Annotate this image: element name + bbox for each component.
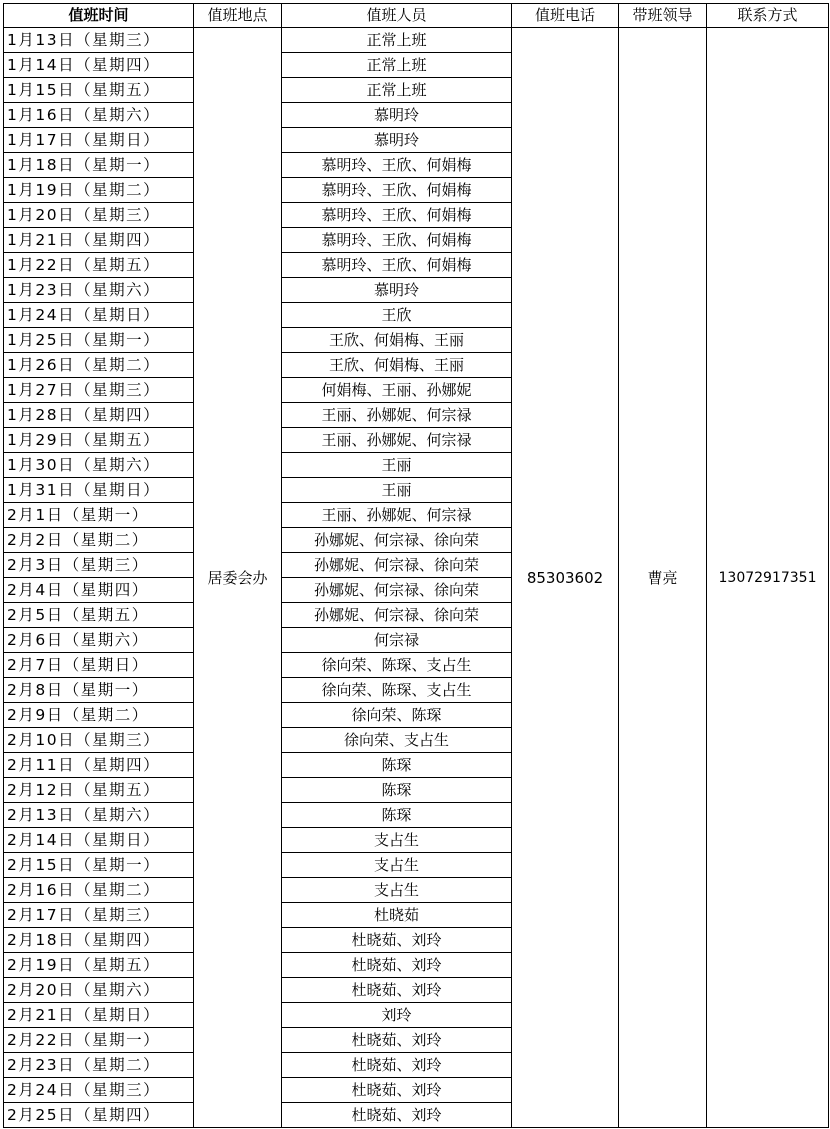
duty-date-cell: 2月16日（星期二）: [4, 878, 194, 903]
duty-date-cell: 1月26日（星期二）: [4, 353, 194, 378]
duty-date-cell: 2月20日（星期六）: [4, 978, 194, 1003]
duty-staff-cell: 陈琛: [282, 753, 512, 778]
duty-staff-cell: 支占生: [282, 828, 512, 853]
duty-date-cell: 2月24日（星期三）: [4, 1078, 194, 1103]
duty-staff-cell: 慕明玲: [282, 128, 512, 153]
duty-date-cell: 1月30日（星期六）: [4, 453, 194, 478]
duty-staff-cell: 孙娜妮、何宗禄、徐向荣: [282, 603, 512, 628]
duty-staff-cell: 正常上班: [282, 78, 512, 103]
duty-phone-cell: 85303602: [512, 28, 619, 1128]
duty-staff-cell: 支占生: [282, 853, 512, 878]
duty-staff-cell: 王丽、孙娜妮、何宗禄: [282, 403, 512, 428]
duty-staff-cell: 慕明玲: [282, 278, 512, 303]
leader-contact-cell: 13072917351: [707, 28, 829, 1128]
duty-date-cell: 2月6日（星期六）: [4, 628, 194, 653]
duty-staff-cell: 慕明玲、王欣、何娟梅: [282, 178, 512, 203]
duty-date-cell: 2月19日（星期五）: [4, 953, 194, 978]
duty-staff-cell: 杜晓茹、刘玲: [282, 1103, 512, 1128]
duty-date-cell: 1月23日（星期六）: [4, 278, 194, 303]
header-contact: 联系方式: [707, 4, 829, 28]
table-row: [4, 28, 829, 53]
duty-date-cell: 2月1日（星期一）: [4, 503, 194, 528]
duty-staff-cell: 慕明玲: [282, 103, 512, 128]
duty-date-cell: 1月21日（星期四）: [4, 228, 194, 253]
duty-staff-cell: 杜晓茹、刘玲: [282, 978, 512, 1003]
duty-staff-cell: 徐向荣、陈琛、支占生: [282, 653, 512, 678]
duty-date-cell: 2月3日（星期三）: [4, 553, 194, 578]
duty-date-cell: 1月14日（星期四）: [4, 53, 194, 78]
duty-schedule-table: [3, 3, 829, 1128]
header-row: [4, 4, 829, 28]
duty-date-cell: 2月21日（星期日）: [4, 1003, 194, 1028]
duty-staff-cell: 慕明玲、王欣、何娟梅: [282, 153, 512, 178]
header-staff: 值班人员: [282, 4, 512, 28]
duty-date-cell: 1月28日（星期四）: [4, 403, 194, 428]
duty-date-cell: 2月11日（星期四）: [4, 753, 194, 778]
duty-date-cell: 2月22日（星期一）: [4, 1028, 194, 1053]
duty-staff-cell: 何娟梅、王丽、孙娜妮: [282, 378, 512, 403]
duty-date-cell: 1月24日（星期日）: [4, 303, 194, 328]
duty-staff-cell: 徐向荣、陈琛、支占生: [282, 678, 512, 703]
duty-staff-cell: 杜晓茹、刘玲: [282, 1078, 512, 1103]
duty-staff-cell: 何宗禄: [282, 628, 512, 653]
duty-staff-cell: 慕明玲、王欣、何娟梅: [282, 228, 512, 253]
duty-date-cell: 1月29日（星期五）: [4, 428, 194, 453]
duty-date-cell: 2月2日（星期二）: [4, 528, 194, 553]
duty-staff-cell: 慕明玲、王欣、何娟梅: [282, 203, 512, 228]
duty-staff-cell: 陈琛: [282, 803, 512, 828]
duty-staff-cell: 杜晓茹: [282, 903, 512, 928]
header-place: 值班地点: [194, 4, 282, 28]
duty-date-cell: 2月13日（星期六）: [4, 803, 194, 828]
header-phone: 值班电话: [512, 4, 619, 28]
duty-date-cell: 2月23日（星期二）: [4, 1053, 194, 1078]
duty-date-cell: 2月15日（星期一）: [4, 853, 194, 878]
duty-date-cell: 1月25日（星期一）: [4, 328, 194, 353]
duty-staff-cell: 王欣: [282, 303, 512, 328]
duty-staff-cell: 王欣、何娟梅、王丽: [282, 328, 512, 353]
duty-date-cell: 1月19日（星期二）: [4, 178, 194, 203]
duty-date-cell: 2月10日（星期三）: [4, 728, 194, 753]
header-date: 值班时间: [4, 4, 194, 28]
duty-staff-cell: 正常上班: [282, 28, 512, 53]
duty-date-cell: 1月16日（星期六）: [4, 103, 194, 128]
duty-place-cell: 居委会办: [194, 28, 282, 1128]
duty-staff-cell: 王丽: [282, 478, 512, 503]
duty-staff-cell: 杜晓茹、刘玲: [282, 953, 512, 978]
duty-date-cell: 1月20日（星期三）: [4, 203, 194, 228]
duty-staff-cell: 王丽: [282, 453, 512, 478]
duty-date-cell: 2月14日（星期日）: [4, 828, 194, 853]
duty-staff-cell: 王丽、孙娜妮、何宗禄: [282, 428, 512, 453]
duty-date-cell: 2月8日（星期一）: [4, 678, 194, 703]
duty-staff-cell: 杜晓茹、刘玲: [282, 1053, 512, 1078]
duty-staff-cell: 刘玲: [282, 1003, 512, 1028]
duty-date-cell: 2月5日（星期五）: [4, 603, 194, 628]
duty-staff-cell: 支占生: [282, 878, 512, 903]
duty-staff-cell: 徐向荣、支占生: [282, 728, 512, 753]
duty-date-cell: 2月7日（星期日）: [4, 653, 194, 678]
duty-staff-cell: 陈琛: [282, 778, 512, 803]
duty-date-cell: 1月17日（星期日）: [4, 128, 194, 153]
duty-leader-cell: 曹亮: [619, 28, 707, 1128]
duty-date-cell: 1月13日（星期三）: [4, 28, 194, 53]
duty-staff-cell: 孙娜妮、何宗禄、徐向荣: [282, 578, 512, 603]
duty-staff-cell: 正常上班: [282, 53, 512, 78]
duty-staff-cell: 徐向荣、陈琛: [282, 703, 512, 728]
duty-date-cell: 2月18日（星期四）: [4, 928, 194, 953]
schedule-body: [4, 28, 829, 1128]
duty-staff-cell: 慕明玲、王欣、何娟梅: [282, 253, 512, 278]
duty-staff-cell: 杜晓茹、刘玲: [282, 1028, 512, 1053]
duty-date-cell: 2月25日（星期四）: [4, 1103, 194, 1128]
duty-date-cell: 1月18日（星期一）: [4, 153, 194, 178]
duty-date-cell: 1月27日（星期三）: [4, 378, 194, 403]
duty-staff-cell: 孙娜妮、何宗禄、徐向荣: [282, 528, 512, 553]
header-leader: 带班领导: [619, 4, 707, 28]
duty-date-cell: 2月17日（星期三）: [4, 903, 194, 928]
duty-date-cell: 1月22日（星期五）: [4, 253, 194, 278]
duty-date-cell: 2月9日（星期二）: [4, 703, 194, 728]
duty-staff-cell: 孙娜妮、何宗禄、徐向荣: [282, 553, 512, 578]
duty-date-cell: 2月12日（星期五）: [4, 778, 194, 803]
duty-staff-cell: 王欣、何娟梅、王丽: [282, 353, 512, 378]
duty-staff-cell: 王丽、孙娜妮、何宗禄: [282, 503, 512, 528]
duty-date-cell: 1月31日（星期日）: [4, 478, 194, 503]
duty-date-cell: 1月15日（星期五）: [4, 78, 194, 103]
duty-staff-cell: 杜晓茹、刘玲: [282, 928, 512, 953]
duty-date-cell: 2月4日（星期四）: [4, 578, 194, 603]
